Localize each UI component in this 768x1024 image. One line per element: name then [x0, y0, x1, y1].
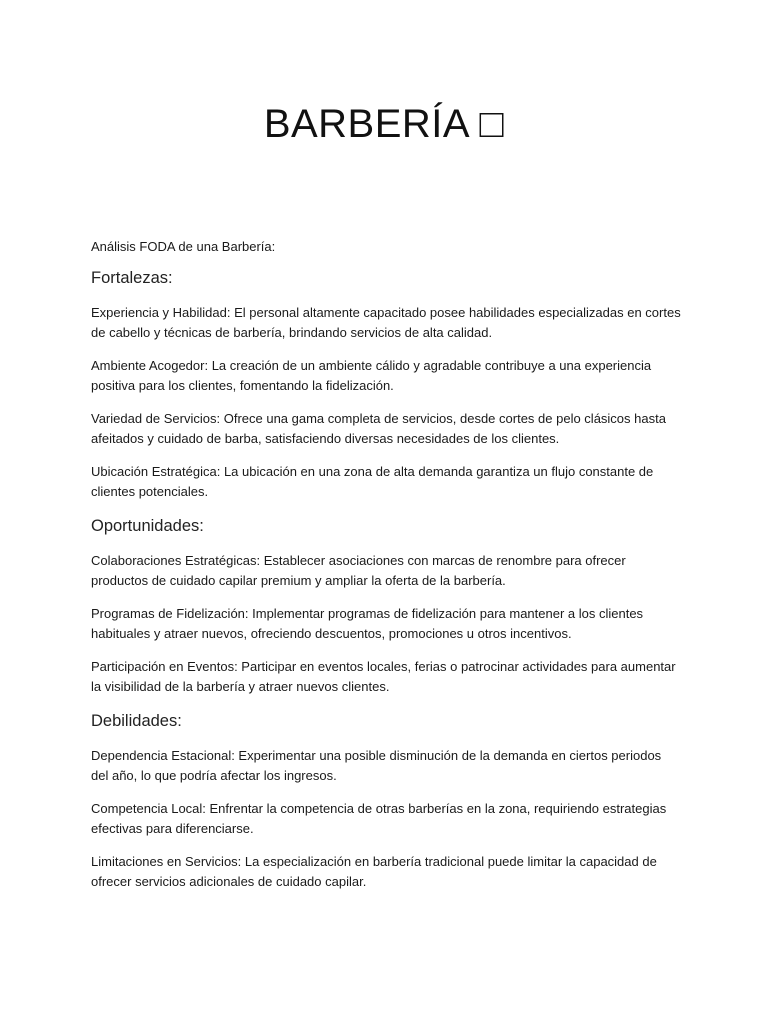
- section-heading: Debilidades:: [91, 712, 182, 730]
- document-body: [91, 237, 681, 905]
- paragraph: Programas de Fidelización: Implementar programas de fidelización para mantener a los clientes habituales y atraer nuevos, ofreciendo descuentos, promociones u otros incentivos.: [91, 606, 644, 641]
- section-heading: Fortalezas:: [91, 269, 173, 287]
- paragraph: Limitaciones en Servicios: La especialización en barbería tradicional puede limitar la capacidad de ofrecer servicios adicionales de cuidado capilar.: [91, 854, 657, 889]
- section-heading: Oportunidades:: [91, 517, 204, 535]
- section-debilidades: [91, 710, 681, 892]
- paragraph: Ubicación Estratégica: La ubicación en una zona de alta demanda garantiza un flujo constante de clientes potenciales.: [91, 464, 654, 499]
- intro-text: Análisis FODA de una Barbería:: [91, 239, 276, 254]
- page-title: BARBERÍA □: [263, 102, 505, 146]
- section-oportunidades: [91, 515, 681, 697]
- paragraph: Colaboraciones Estratégicas: Establecer asociaciones con marcas de renombre para ofrecer productos de cuidado capilar premium y ampliar la oferta de la barbería.: [91, 553, 626, 588]
- paragraph: Experiencia y Habilidad: El personal altamente capacitado posee habilidades especializadas en cortes de cabello y técnicas de barbería, brindando servicios de alta calidad.: [91, 305, 681, 340]
- paragraph: Dependencia Estacional: Experimentar una posible disminución de la demanda en ciertos periodos del año, lo que podría afectar los ingresos.: [91, 748, 662, 783]
- section-fortalezas: [91, 267, 681, 502]
- paragraph: Competencia Local: Enfrentar la competencia de otras barberías en la zona, requiriendo estrategias efectivas para diferenciarse.: [91, 801, 667, 836]
- paragraph: Participación en Eventos: Participar en eventos locales, ferias o patrocinar actividades para aumentar la visibilidad de la barbería y atraer nuevos clientes.: [91, 659, 676, 694]
- paragraph: Variedad de Servicios: Ofrece una gama completa de servicios, desde cortes de pelo clásicos hasta afeitados y cuidado de barba, satisfaciendo diversas necesidades de los clientes.: [91, 411, 666, 446]
- paragraph: Ambiente Acogedor: La creación de un ambiente cálido y agradable contribuye a una experiencia positiva para los clientes, fomentando la fidelización.: [91, 358, 652, 393]
